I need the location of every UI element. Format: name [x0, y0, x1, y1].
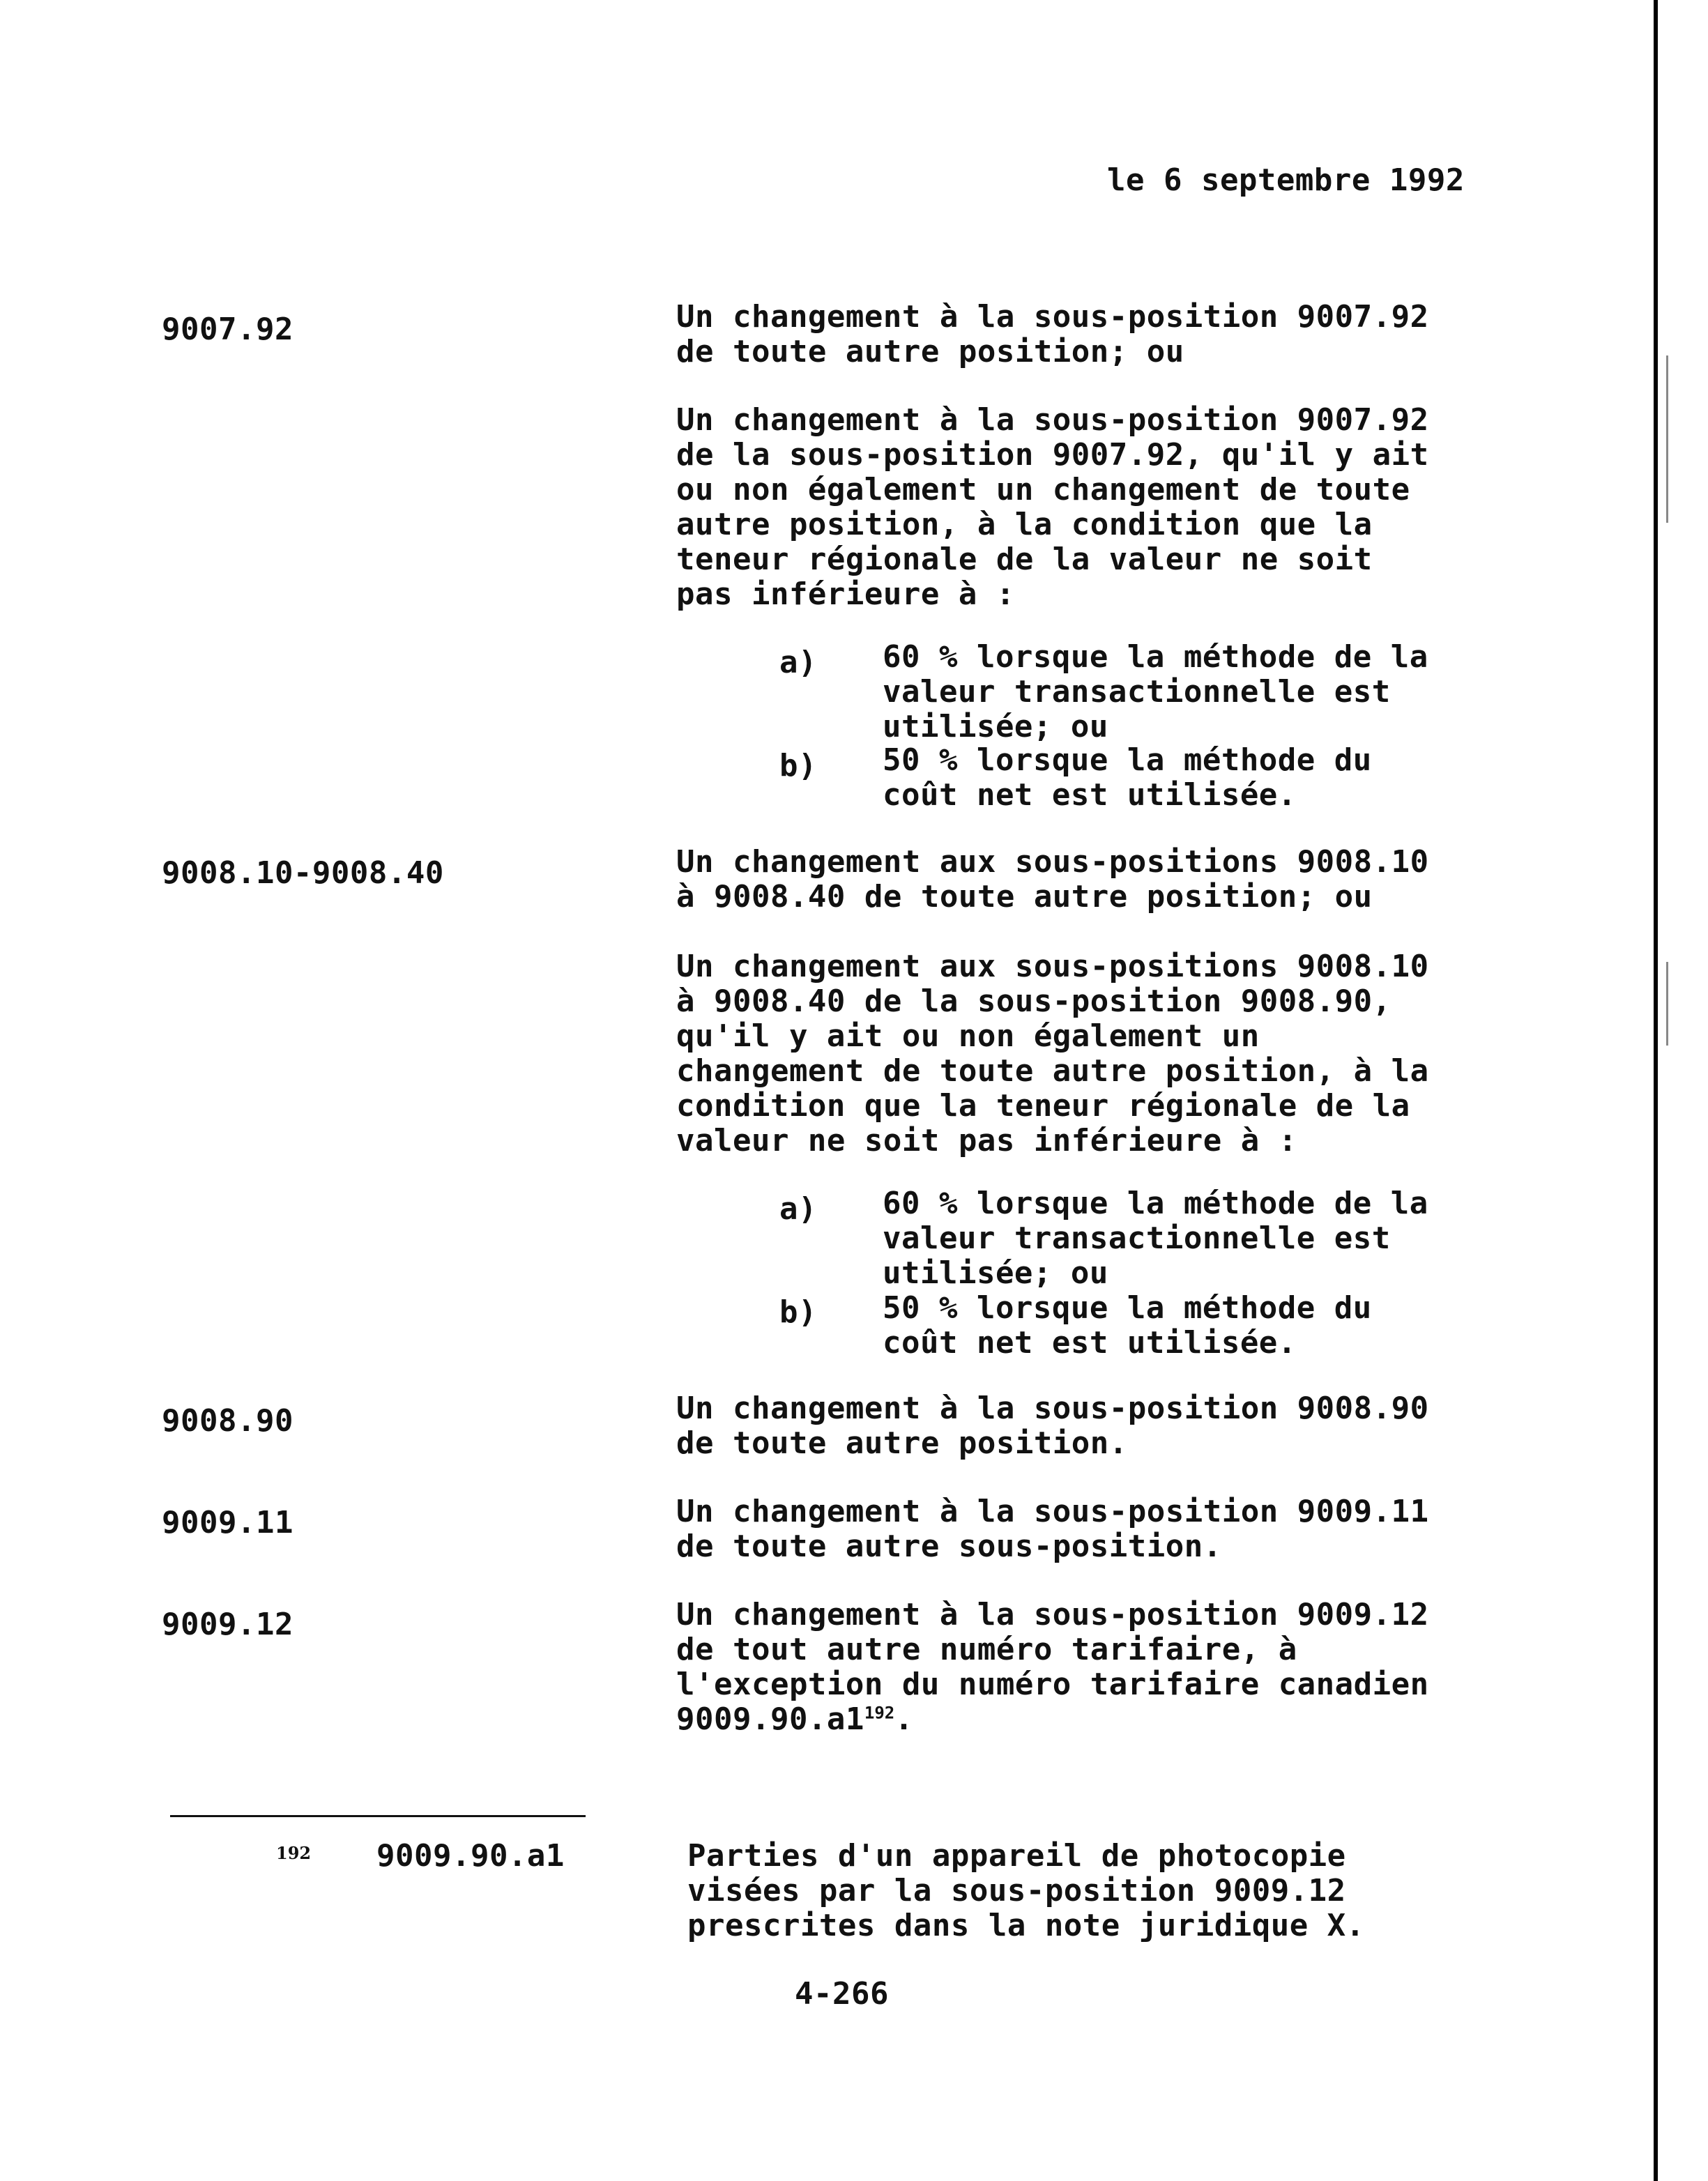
item-line: valeur transactionnelle est — [883, 674, 1391, 710]
rule-line: Un changement à la sous-position 9009.11 — [676, 1494, 1429, 1529]
tariff-code: 9007.92 — [162, 312, 293, 347]
rule-line: ou non également un changement de toute — [676, 472, 1410, 507]
item-line: 60 % lorsque la méthode de la — [883, 1186, 1428, 1221]
sentence-end: . — [894, 1701, 914, 1737]
tariff-code: 9008.10-9008.40 — [162, 855, 444, 891]
rule-line: de la sous-position 9007.92, qu'il y ait — [676, 437, 1429, 473]
item-line: valeur transactionnelle est — [883, 1220, 1391, 1256]
item-label: b) — [779, 1294, 817, 1330]
footnote-line: prescrites dans la note juridique X. — [687, 1908, 1365, 1943]
item-line: utilisée; ou — [883, 1255, 1108, 1291]
footnote-line: Parties d'un appareil de photocopie — [687, 1838, 1346, 1874]
scan-edge-artifact — [1666, 355, 1668, 523]
rule-line: de toute autre position; ou — [676, 334, 1184, 369]
footnote-line: visées par la sous-position 9009.12 — [687, 1873, 1346, 1908]
footnote-marker: 192 — [276, 1843, 312, 1863]
rule-line: de toute autre sous-position. — [676, 1529, 1222, 1564]
rule-line: à 9008.40 de la sous-position 9008.90, — [676, 984, 1391, 1019]
rule-line: autre position, à la condition que la — [676, 507, 1373, 542]
rule-line: Un changement à la sous-position 9008.90 — [676, 1391, 1429, 1426]
rule-line: valeur ne soit pas inférieure à : — [676, 1123, 1297, 1158]
item-line: coût net est utilisée. — [883, 1325, 1297, 1361]
rule-line: changement de toute autre position, à la — [676, 1053, 1429, 1089]
rule-line: Un changement à la sous-position 9007.92 — [676, 402, 1429, 438]
item-line: 50 % lorsque la méthode du — [883, 1290, 1372, 1326]
footnote-reference: 192 — [864, 1703, 895, 1723]
document-date: le 6 septembre 1992 — [1107, 162, 1465, 198]
rule-line: de toute autre position. — [676, 1425, 1128, 1461]
rule-line: Un changement aux sous-positions 9008.10 — [676, 844, 1429, 880]
item-label: b) — [779, 748, 817, 783]
rule-line: de tout autre numéro tarifaire, à — [676, 1632, 1297, 1667]
rule-line: teneur régionale de la valeur ne soit — [676, 542, 1373, 577]
rule-line: Un changement à la sous-position 9009.12 — [676, 1597, 1429, 1632]
item-label: a) — [779, 645, 817, 680]
footnote-separator — [170, 1815, 586, 1817]
tariff-number: 9009.90.a1 — [676, 1701, 864, 1737]
rule-line: pas inférieure à : — [676, 576, 1015, 612]
rule-line: à 9008.40 de toute autre position; ou — [676, 879, 1373, 915]
tariff-code: 9009.11 — [162, 1505, 293, 1540]
item-line: coût net est utilisée. — [883, 777, 1297, 813]
item-label: a) — [779, 1191, 817, 1227]
rule-line: Un changement aux sous-positions 9008.10 — [676, 949, 1429, 984]
rule-line: l'exception du numéro tarifaire canadien — [676, 1667, 1429, 1702]
rule-line: condition que la teneur régionale de la — [676, 1088, 1410, 1124]
tariff-code: 9009.12 — [162, 1607, 293, 1642]
item-line: 50 % lorsque la méthode du — [883, 742, 1372, 778]
item-line: utilisée; ou — [883, 709, 1108, 744]
page-number: 4-266 — [795, 1976, 889, 2012]
tariff-code: 9008.90 — [162, 1403, 293, 1439]
item-line: 60 % lorsque la méthode de la — [883, 639, 1428, 675]
rule-line: qu'il y ait ou non également un — [676, 1018, 1260, 1054]
rule-line-with-footnote — [676, 1702, 913, 1737]
rule-line: Un changement à la sous-position 9007.92 — [676, 299, 1429, 335]
footnote-tariff-code: 9009.90.a1 — [376, 1838, 565, 1874]
scan-edge-artifact — [1666, 962, 1668, 1046]
scan-edge-border — [1654, 0, 1658, 2181]
